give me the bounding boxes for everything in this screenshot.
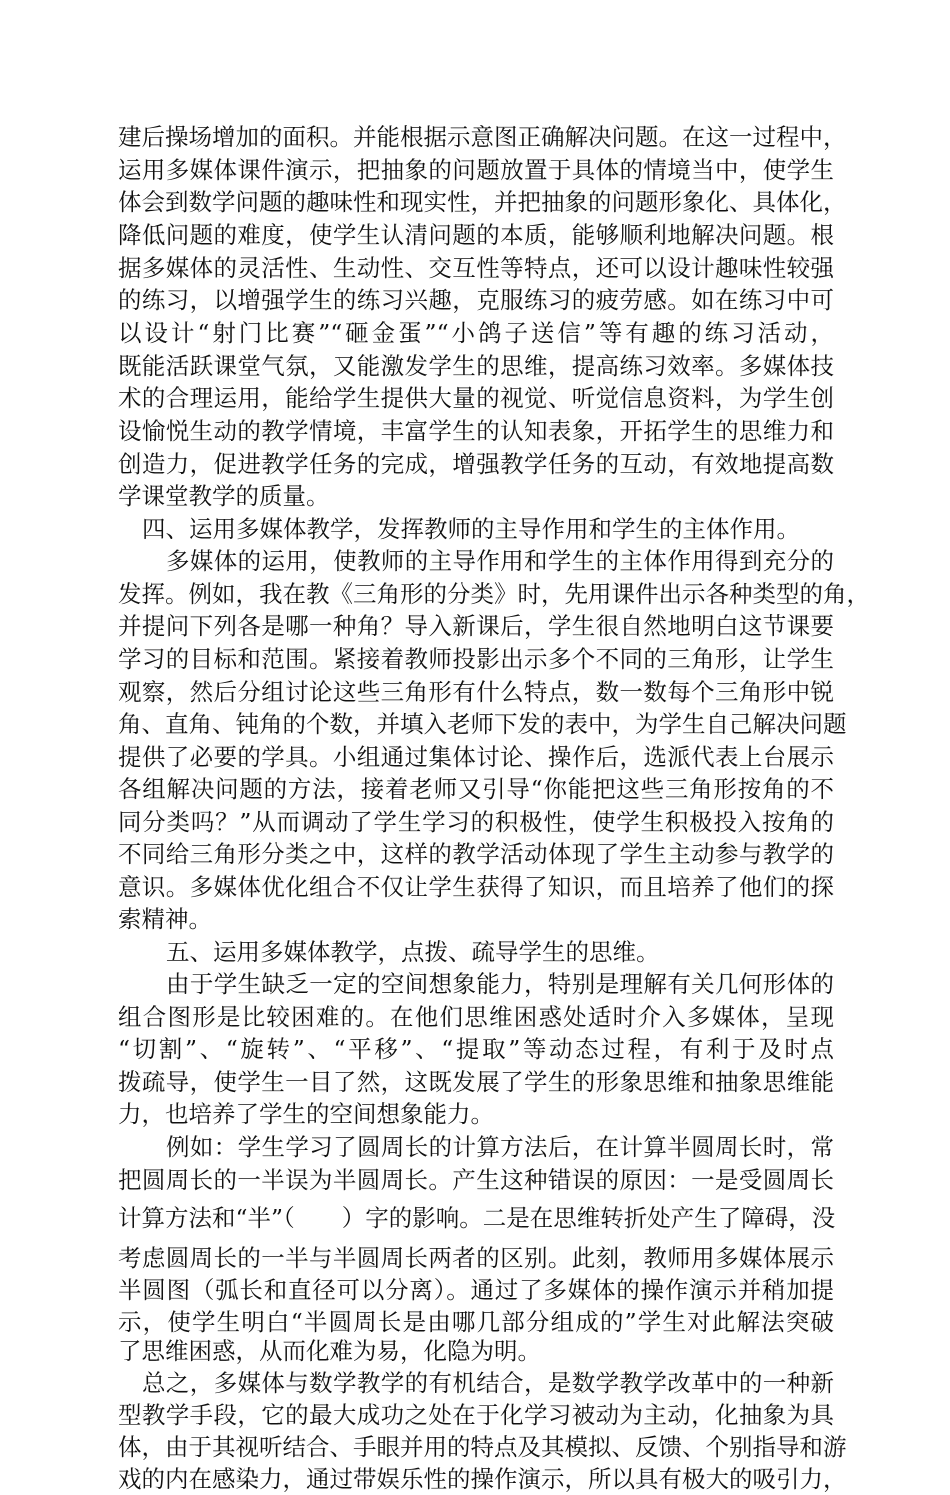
body-text-line: 角、直角、钝角的个数，并填入老师下发的表中，为学生自己解决问题 (118, 710, 847, 738)
body-text-line: 同分类吗？”从而调动了学生学习的积极性，使学生积极投入按角的 (118, 808, 834, 836)
body-text-line: 计算方法和“半”（ ）字的影响。二是在思维转折处产生了障碍，没 (118, 1204, 836, 1232)
body-text-line: 多媒体的运用，使教师的主导作用和学生的主体作用得到充分的 (166, 547, 834, 575)
body-text-line: 并提问下列各是哪一种角？导入新课后，学生很自然地明白这节课要 (118, 612, 834, 640)
body-text-line: 既能活跃课堂气氛，又能激发学生的思维，提高练习效率。多媒体技 (118, 352, 834, 380)
body-text-line: 组合图形是比较困难的。在他们思维困惑处适时介入多媒体，呈现 (118, 1003, 834, 1031)
body-text-line: 索精神。 (118, 905, 212, 933)
body-text-line: 建后操场增加的面积。并能根据示意图正确解决问题。在这一过程中， (118, 123, 847, 151)
body-text-line: 拨疏导，使学生一目了然，这既发展了学生的形象思维和抽象思维能 (118, 1068, 834, 1096)
section-heading-5: 五、运用多媒体教学，点拨、疏导学生的思维。 (166, 938, 660, 966)
body-text-line: 术的合理运用，能给学生提供大量的视觉、听觉信息资料，为学生创 (118, 384, 834, 412)
body-text-line: 各组解决问题的方法，接着老师又引导“你能把这些三角形按角的不 (118, 775, 834, 803)
body-text-line: 学习的目标和范围。紧接着教师投影出示多个不同的三角形，让学生 (118, 645, 834, 673)
body-text-line: 考虑圆周长的一半与半圆周长两者的区别。此刻，教师用多媒体展示 (118, 1244, 834, 1272)
body-text-line: 力，也培养了学生的空间想象能力。 (118, 1100, 494, 1128)
body-text-line: 的练习，以增强学生的练习兴趣，克服练习的疲劳感。如在练习中可 (118, 286, 834, 314)
body-text-line: 以设计“射门比赛”“砸金蛋”“小鸽子送信”等有趣的练习活动， (118, 319, 834, 347)
body-text-line: 学课堂教学的质量。 (118, 482, 330, 510)
body-text-line: 由于学生缺乏一定的空间想象能力，特别是理解有关几何形体的 (166, 970, 834, 998)
body-text-line: 总之，多媒体与数学教学的有机结合，是数学教学改革中的一种新 (142, 1369, 834, 1397)
body-text-line: 设愉悦生动的教学情境，丰富学生的认知表象，开拓学生的思维力和 (118, 417, 834, 445)
body-text-line: 了思维困惑，从而化难为易，化隐为明。 (118, 1337, 541, 1365)
body-text-line: 据多媒体的灵活性、生动性、交互性等特点，还可以设计趣味性较强 (118, 254, 834, 282)
body-text-line: 提供了必要的学具。小组通过集体讨论、操作后，选派代表上台展示 (118, 743, 834, 771)
body-text-line: “切割”、“旋转”、“平移”、“提取”等动态过程，有利于及时点 (118, 1035, 834, 1063)
body-text-line: 观察，然后分组讨论这些三角形有什么特点，数一数每个三角形中锐 (118, 678, 834, 706)
body-text-line: 例如：学生学习了圆周长的计算方法后，在计算半圆周长时，常 (166, 1133, 834, 1161)
body-text-line: 降低问题的难度，使学生认清问题的本质，能够顺利地解决问题。根 (118, 221, 834, 249)
body-text-line: 示，使学生明白“半圆周长是由哪几部分组成的”学生对此解法突破 (118, 1308, 834, 1336)
body-text-line: 意识。多媒体优化组合不仅让学生获得了知识，而且培养了他们的探 (118, 873, 834, 901)
body-text-line: 运用多媒体课件演示，把抽象的问题放置于具体的情境当中，使学生 (118, 156, 834, 184)
body-text-line: 把圆周长的一半误为半圆周长。产生这种错误的原因：一是受圆周长 (118, 1166, 834, 1194)
body-text-line: 创造力，促进教学任务的完成，增强教学任务的互动，有效地提高数 (118, 450, 834, 478)
body-text-line: 戏的内在感染力，通过带娱乐性的操作演示，所以具有极大的吸引力， (118, 1465, 847, 1493)
section-heading-4: 四、运用多媒体教学，发挥教师的主导作用和学生的主体作用。 (142, 515, 800, 543)
body-text-line: 型教学手段，它的最大成功之处在于化学习被动为主动，化抽象为具 (118, 1401, 834, 1429)
body-text-line: 体会到数学问题的趣味性和现实性，并把抽象的问题形象化、具体化， (118, 188, 847, 216)
body-text-line: 不同给三角形分类之中，这样的教学活动体现了学生主动参与教学的 (118, 840, 834, 868)
body-text-line: 半圆图（弧长和直径可以分离）。通过了多媒体的操作演示并稍加提 (118, 1276, 834, 1304)
body-text-line: 发挥。例如，我在教《三角形的分类》时，先用课件出示各种类型的角， (118, 580, 870, 608)
body-text-line: 体，由于其视听结合、手眼并用的特点及其模拟、反馈、个别指导和游 (118, 1433, 847, 1461)
